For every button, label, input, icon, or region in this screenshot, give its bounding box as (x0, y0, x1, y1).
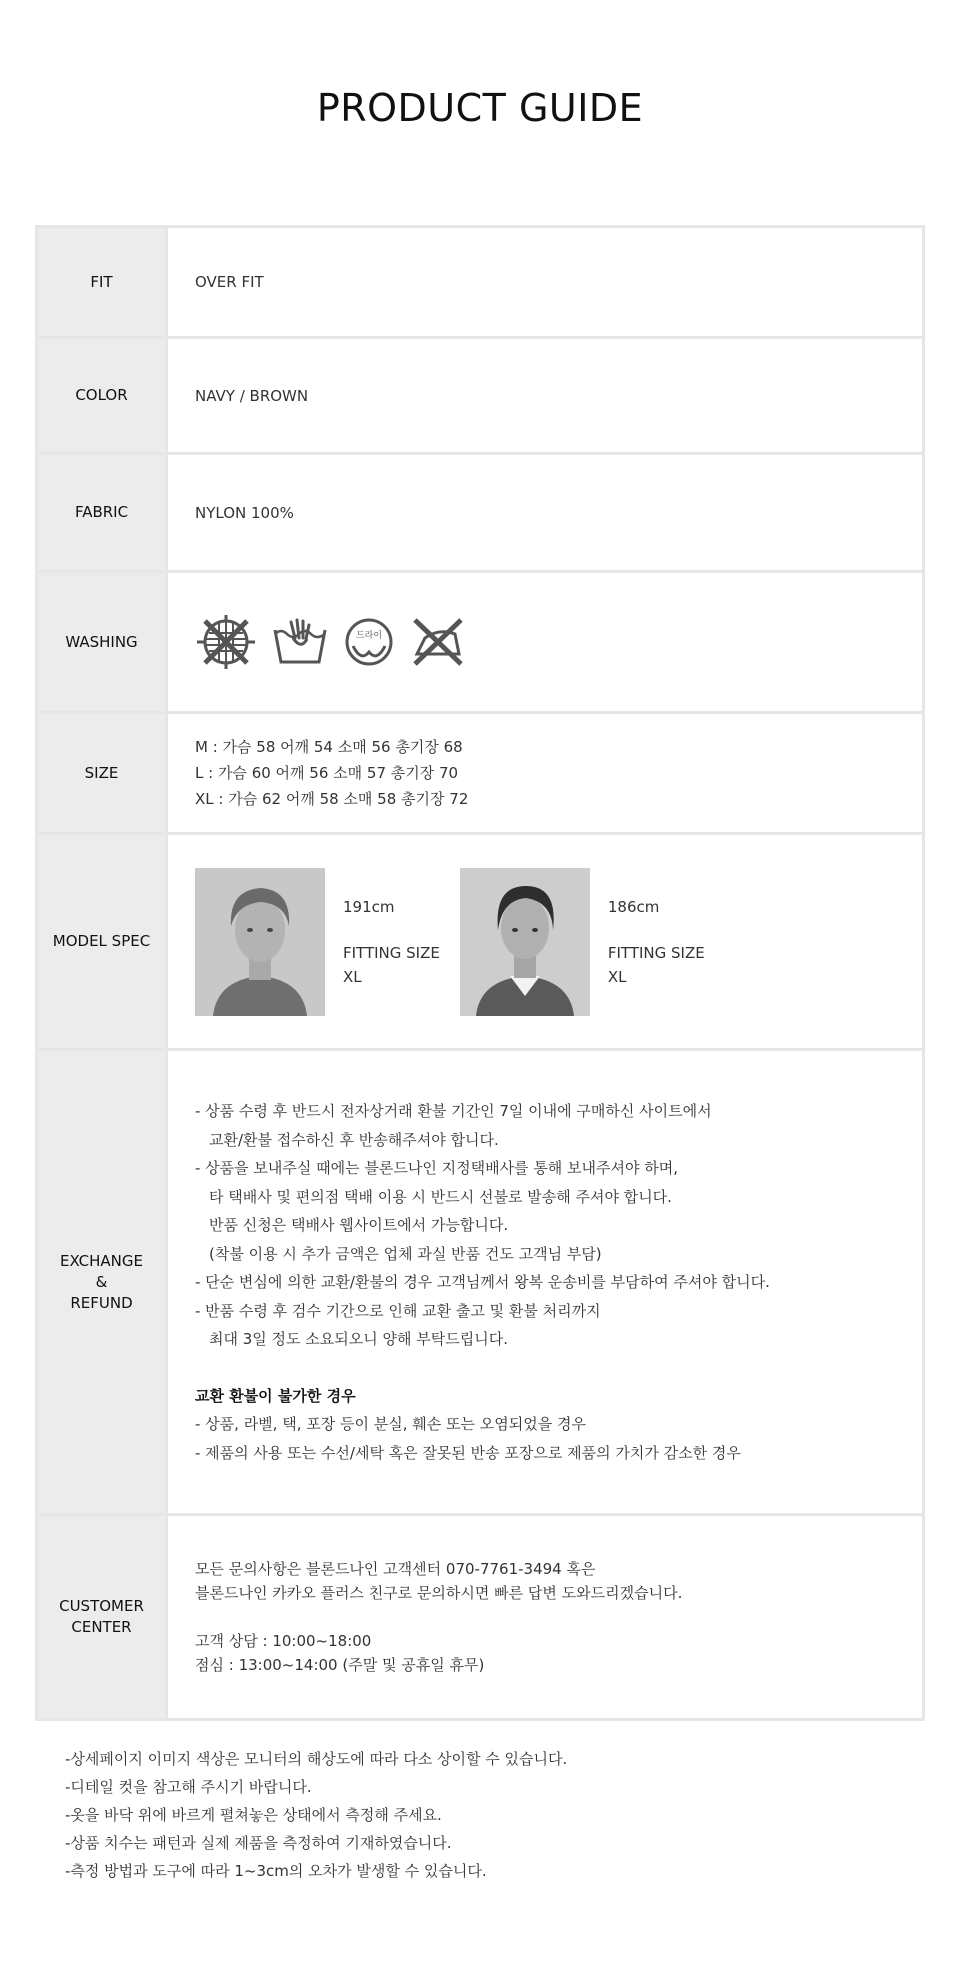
size-line-m: M : 가슴 58 어깨 54 소매 56 총기장 68 (195, 738, 463, 756)
model-spec-label: MODEL SPEC (38, 835, 165, 1048)
size-value (165, 714, 922, 832)
color-row (38, 339, 922, 455)
fitting-size-label: FITTING SIZE (343, 943, 440, 962)
model-item (460, 868, 705, 1016)
customer-hours: 고객 상담 : 10:00~18:00 (195, 1632, 372, 1650)
do-not-iron-icon (409, 614, 467, 670)
exchange-label-line: EXCHANGE (60, 1251, 143, 1270)
model-item (195, 868, 440, 1016)
exchange-line: 최대 3일 정도 소요되오니 양해 부탁드립니다. (209, 1330, 508, 1348)
exchange-line: 반품 신청은 택배사 웹사이트에서 가능합니다. (209, 1216, 509, 1234)
fabric-value: NYLON 100% (165, 455, 922, 570)
exchange-refund-row (38, 1051, 922, 1516)
exchange-label-line: REFUND (70, 1293, 133, 1312)
model-list (195, 868, 922, 1016)
size-row (38, 714, 922, 835)
non-refundable-line: - 제품의 사용 또는 수선/세탁 혹은 잘못된 반송 포장으로 제품의 가치가 감소한 경우 (195, 1443, 741, 1462)
model-photo (195, 868, 325, 1016)
fit-label: FIT (38, 228, 165, 336)
dry-clean-text: 드라이 (355, 631, 383, 641)
exchange-line: - 상품을 보내주실 때에는 블론드나인 지정택배사를 통해 보내주셔야 하며, (195, 1159, 679, 1177)
model-info (608, 895, 705, 989)
color-label: COLOR (38, 339, 165, 452)
model-spec-row (38, 835, 922, 1051)
model-info (343, 895, 440, 989)
model-photo (460, 868, 590, 1016)
size-line-l: L : 가슴 60 어깨 56 소매 57 총기장 70 (195, 764, 459, 782)
fabric-row (38, 455, 922, 573)
hand-wash-icon (271, 616, 329, 668)
exchange-refund-value (165, 1051, 922, 1513)
washing-icons (195, 613, 922, 671)
note-item: -상세페이지 이미지 색상은 모니터의 해상도에 따라 다소 상이할 수 있습니다. (65, 1750, 568, 1768)
dry-clean-icon (343, 616, 395, 668)
customer-label-line: CUSTOMER (59, 1597, 144, 1615)
exchange-label-line: & (95, 1272, 108, 1291)
note-item: -디테일 컷을 참고해 주시기 바랍니다. (65, 1778, 312, 1796)
exchange-refund-label (38, 1051, 165, 1513)
customer-center-value (165, 1516, 922, 1718)
fitting-size-value: XL (343, 967, 362, 986)
note-item: -측정 방법과 도구에 따라 1~3cm의 오차가 발생할 수 있습니다. (65, 1862, 487, 1880)
washing-row (38, 573, 922, 714)
model-height: 186cm (607, 897, 660, 916)
customer-center-row (38, 1516, 922, 1718)
note-item: -상품 치수는 패턴과 실제 제품을 측정하여 기재하였습니다. (65, 1834, 452, 1852)
model-spec-value (165, 835, 922, 1048)
washing-value (165, 573, 922, 711)
size-line-xl: XL : 가슴 62 어깨 58 소매 58 총기장 72 (195, 790, 469, 808)
non-refundable-title: 교환 환불이 불가한 경우 (195, 1386, 356, 1405)
model-height: 191cm (343, 897, 395, 916)
fit-row (38, 228, 922, 339)
customer-label-line: CENTER (71, 1618, 132, 1636)
size-label: SIZE (38, 714, 165, 832)
no-tumble-dry-icon (195, 613, 257, 671)
color-value: NAVY / BROWN (165, 339, 922, 452)
washing-label: WASHING (38, 573, 165, 711)
notes-list (65, 1745, 567, 1885)
fitting-size-value: XL (607, 967, 627, 986)
non-refundable-line: - 상품, 라벨, 택, 포장 등이 분실, 훼손 또는 오염되었을 경우 (195, 1415, 586, 1433)
customer-center-label (38, 1516, 165, 1718)
exchange-line: 타 택배사 및 편의점 택배 이용 시 반드시 선불로 발송해 주셔야 합니다. (209, 1187, 672, 1206)
exchange-line: 교환/환불 접수하신 후 반송해주셔야 합니다. (209, 1130, 499, 1149)
exchange-line: - 단순 변심에 의한 교환/환불의 경우 고객님께서 왕복 운송비를 부담하여 주셔야 합니다. (195, 1273, 770, 1291)
page-title: PRODUCT GUIDE (316, 86, 644, 130)
note-item: -옷을 바닥 위에 바르게 펼쳐놓은 상태에서 측정해 주세요. (65, 1806, 442, 1824)
product-guide-table (35, 225, 925, 1721)
exchange-line: - 상품 수령 후 반드시 전자상거래 환불 기간인 7일 이내에 구매하신 사이트에서 (195, 1102, 712, 1120)
fit-value: OVER FIT (165, 228, 922, 336)
customer-line: 모든 문의사항은 블론드나인 고객센터 070-7761-3494 혹은 (195, 1560, 596, 1578)
exchange-line: - 반품 수령 후 검수 기간으로 인해 교환 출고 및 환불 처리까지 (195, 1301, 601, 1320)
exchange-line: (착불 이용 시 추가 금액은 업체 과실 반품 건도 고객님 부담) (209, 1244, 602, 1263)
customer-line: 블론드나인 카카오 플러스 친구로 문의하시면 빠른 답변 도와드리겠습니다. (195, 1584, 683, 1602)
customer-hours: 점심 : 13:00~14:00 (주말 및 공휴일 휴무) (195, 1656, 485, 1674)
fabric-label: FABRIC (38, 455, 165, 570)
fitting-size-label: FITTING SIZE (607, 943, 705, 962)
